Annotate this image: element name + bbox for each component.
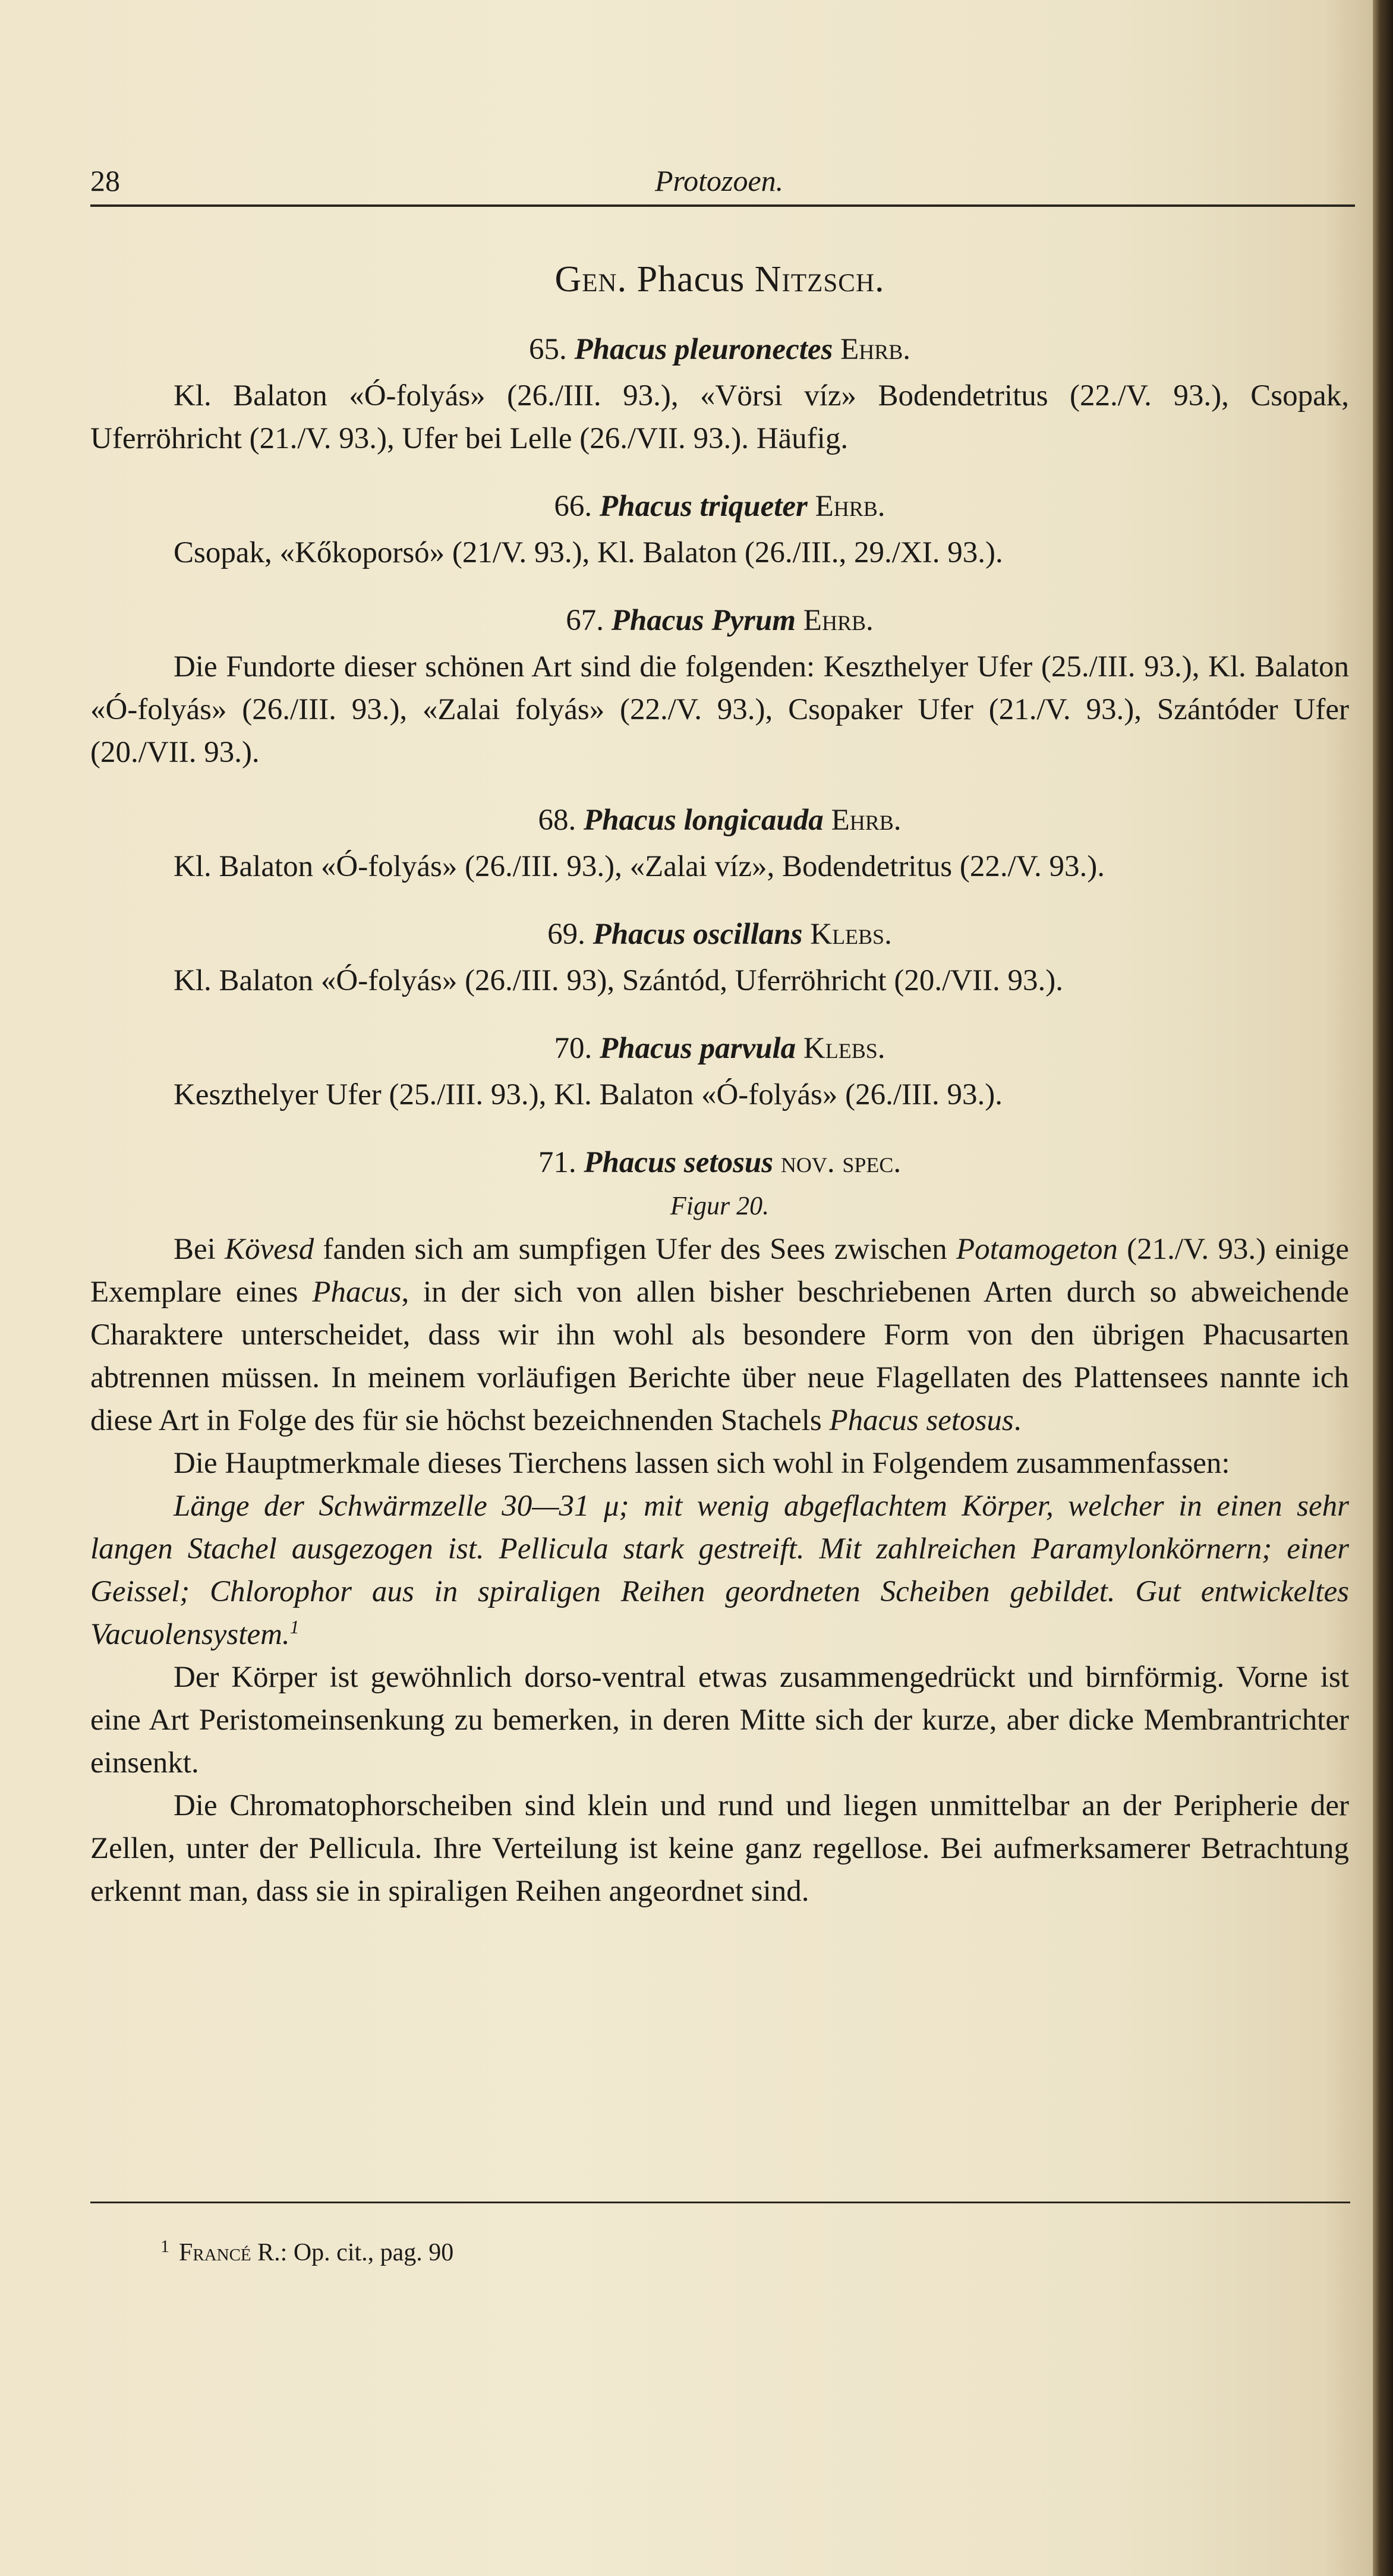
- text-run: fanden sich am sumpfigen Ufer des Sees zwischen: [314, 1233, 956, 1266]
- header-rule: [90, 204, 1355, 207]
- species-entry-69: [90, 913, 1349, 1002]
- genus-mention: Potamogeton: [956, 1233, 1118, 1266]
- running-head: Protozoen.: [655, 164, 784, 197]
- species-author: Ehrb.: [840, 333, 911, 366]
- species-number: 66.: [554, 490, 593, 523]
- species-mention: Phacus setosus: [829, 1404, 1014, 1437]
- species-name: Phacus pleuronectes: [574, 333, 833, 366]
- species-name: Phacus setosus: [584, 1146, 774, 1179]
- text-run: Bei: [174, 1233, 225, 1266]
- species-note: nov. spec.: [780, 1146, 902, 1179]
- species-number: 70.: [554, 1032, 593, 1065]
- species-heading: [90, 328, 1349, 371]
- species-author: Ehrb.: [831, 804, 902, 837]
- species-entry-67: [90, 599, 1349, 774]
- species-localities: Kl. Balaton «Ó-folyás» (26./III. 93.), «Zalai víz», Bodendetritus (22./V. 93.).: [174, 850, 1105, 883]
- footnote: [160, 2229, 1290, 2270]
- genus-name: Phacus: [636, 259, 745, 300]
- species-entry-68: [90, 799, 1349, 888]
- place-name: Kövesd: [225, 1233, 314, 1266]
- book-spine-shadow: [1373, 0, 1393, 2576]
- diagnosis-text: Länge der Schwärmzelle 30—31 μ; mit wenig abgeflachtem Körper, welcher in einen sehr langen Stachel ausgezogen ist. Pellicula stark gestreift. Mit zahlreichen Paramylonkörnern; einer Geissel; Chlorophor aus in spiraligen Reihen geordneten Scheiben gebildet. Gut entwickeltes Vacuolensystem.: [90, 1489, 1349, 1651]
- species-name: Phacus longicauda: [583, 804, 824, 837]
- species-number: 67.: [566, 604, 604, 637]
- species-name: Phacus oscillans: [593, 918, 803, 951]
- genus-prefix: Gen.: [554, 259, 628, 300]
- species-author: Klebs.: [810, 918, 892, 951]
- page-body: [90, 244, 1349, 1913]
- paragraph-diagnosis: [90, 1485, 1349, 1656]
- page-number: 28: [90, 164, 120, 197]
- text-run: (21./V. 93.) einige Exemplare eines: [90, 1233, 1349, 1309]
- species-heading: [90, 1027, 1349, 1070]
- paragraph-summary-intro: Die Hauptmerkmale dieses Tierchens lassen sich wohl in Folgendem zusammenfassen:: [174, 1447, 1230, 1480]
- species-localities: Keszthelyer Ufer (25./III. 93.), Kl. Balaton «Ó-folyás» (26./III. 93.).: [174, 1078, 1003, 1111]
- species-heading: [90, 485, 1349, 528]
- text-run: , in der sich von allen bisher beschriebenen Arten durch so abweichende Charaktere unterscheidet, dass wir ihn wohl als besondere Form von den übrigen Phacusarten abtrennen müssen. In meinem vorläufigen Berichte über neue Flagellaten des Plattensees nannte ich diese Art in Folge des für sie höchst bezeichnenden Stachels: [90, 1276, 1349, 1437]
- species-heading: [90, 799, 1349, 842]
- species-localities: Csopak, «Kőkoporsó» (21/V. 93.), Kl. Balaton (26./III., 29./XI. 93.).: [174, 536, 1003, 569]
- footnote-author: Francé R.: [179, 2239, 281, 2266]
- species-author: Klebs.: [803, 1032, 885, 1065]
- paragraph-body-shape: Der Körper ist gewöhnlich dorso-ventral etwas zusammengedrückt und birnförmig. Vorne ist eine Art Peristomeinsenkung zu bemerken, in deren Mitte sich der kurze, aber dicke Membrantrichter einsenkt.: [90, 1661, 1349, 1780]
- species-name: Phacus triqueter: [599, 490, 808, 523]
- species-entry-66: [90, 485, 1349, 574]
- species-heading: [90, 913, 1349, 956]
- species-name: Phacus parvula: [600, 1032, 796, 1065]
- species-localities: Die Fundorte dieser schönen Art sind die folgenden: Keszthelyer Ufer (25./III. 93.), Kl. Balaton «Ó-folyás» (26./III. 93.), «Zalai folyás» (22./V. 93.), Csopaker Ufer (21./V. 93.), Szántóder Ufer (20./VII. 93.).: [90, 650, 1349, 769]
- footnote-reference[interactable]: 1: [289, 1616, 300, 1637]
- footnote-rule: [90, 2202, 1350, 2203]
- page-header: [90, 162, 1350, 200]
- figure-reference: Figur 20.: [670, 1191, 770, 1220]
- genus-heading: [90, 256, 1349, 303]
- footnote-mark: 1: [160, 2237, 169, 2256]
- genus-mention: Phacus: [312, 1276, 402, 1309]
- species-number: 71.: [538, 1146, 576, 1179]
- species-name: Phacus Pyrum: [611, 604, 796, 637]
- text-run: .: [1013, 1404, 1022, 1437]
- species-number: 68.: [538, 804, 576, 837]
- species-entry-65: [90, 328, 1349, 460]
- species-author: Ehrb.: [803, 604, 874, 637]
- species-localities: Kl. Balaton «Ó-folyás» (26./III. 93.), «Vörsi víz» Bodendetritus (22./V. 93.), Csopak, Uferröhricht (21./V. 93.), Ufer bei Lelle (26./VII. 93.). Häufig.: [90, 379, 1349, 455]
- footnote-text: : Op. cit., pag. 90: [280, 2239, 454, 2266]
- species-heading: [90, 599, 1349, 642]
- species-entry-71: [90, 1141, 1349, 1913]
- genus-author: Nitzsch.: [754, 259, 885, 300]
- species-number: 69.: [547, 918, 585, 951]
- species-number: 65.: [528, 333, 567, 366]
- paragraph-chromatophores: Die Chromatophorscheiben sind klein und rund und liegen unmittelbar an der Peripherie der Zellen, unter der Pellicula. Ihre Verteilung ist keine ganz regellose. Bei aufmerksamerer Betrachtung erkennt man, dass sie in spiraligen Reihen angeordnet sind.: [90, 1789, 1349, 1908]
- paragraph-discovery: [90, 1228, 1349, 1442]
- species-localities: Kl. Balaton «Ó-folyás» (26./III. 93), Szántód, Uferröhricht (20./VII. 93.).: [174, 964, 1064, 997]
- species-heading: [90, 1141, 1349, 1184]
- species-entry-70: [90, 1027, 1349, 1116]
- species-author: Ehrb.: [815, 490, 885, 523]
